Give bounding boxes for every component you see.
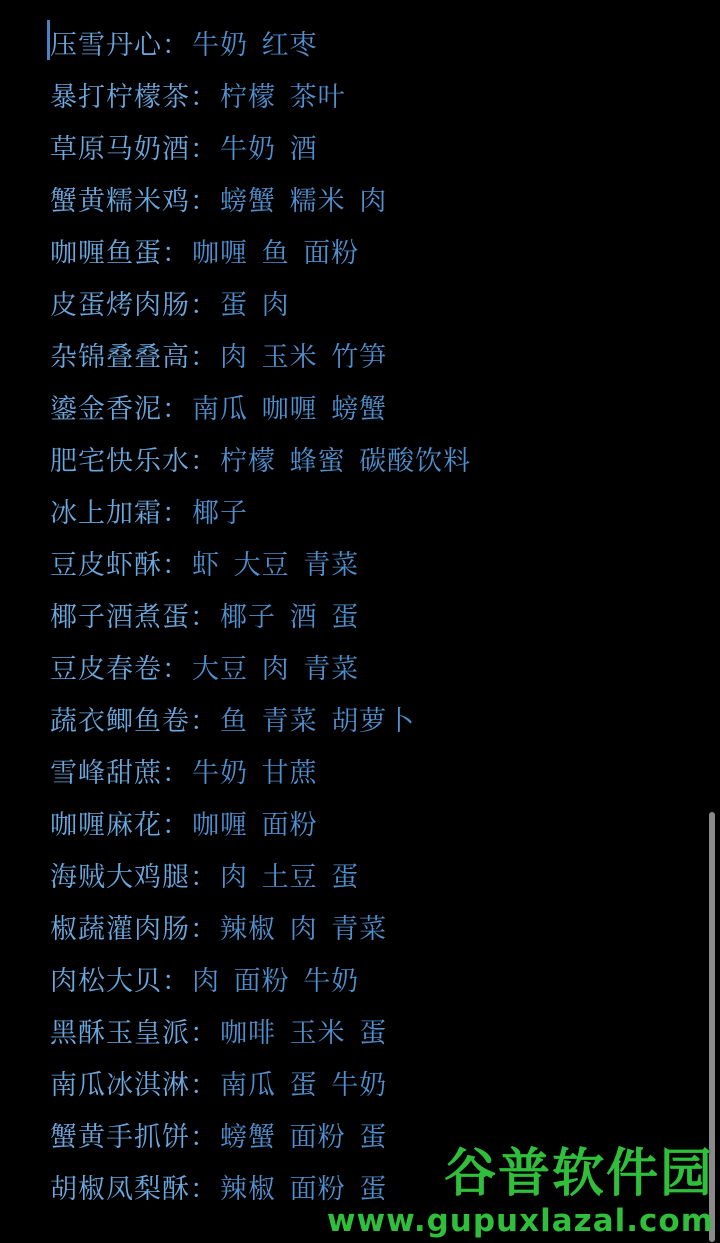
ingredient: 面粉 <box>289 1174 346 1205</box>
dish-name: 杂锦叠叠高 <box>50 342 190 373</box>
dish-name: 暴打柠檬茶 <box>50 82 190 113</box>
list-item[interactable] <box>0 1112 720 1164</box>
watermark-title: 谷普软件园 <box>443 1144 714 1204</box>
ingredient: 糯米 <box>289 186 346 217</box>
ingredient: 蛋 <box>331 602 360 633</box>
separator: ： <box>190 862 218 893</box>
dish-name: 南瓜冰淇淋 <box>50 1070 190 1101</box>
vertical-scrollbar-thumb[interactable] <box>709 812 715 1242</box>
ingredient: 咖啡 <box>220 1018 276 1049</box>
dish-name: 海贼大鸡腿 <box>50 862 190 893</box>
ingredient: 肉 <box>359 186 388 217</box>
ingredient: 柠檬 <box>220 82 276 113</box>
ingredient: 青菜 <box>331 914 388 945</box>
vertical-scrollbar-track[interactable] <box>710 0 718 1243</box>
ingredient: 土豆 <box>261 862 318 893</box>
ingredient: 牛奶 <box>331 1070 388 1101</box>
separator: ： <box>162 498 190 529</box>
dish-name: 皮蛋烤肉肠 <box>50 290 190 321</box>
ingredient: 肉 <box>261 290 290 321</box>
ingredient: 青菜 <box>303 550 360 581</box>
ingredient: 青菜 <box>303 654 360 685</box>
ingredient: 南瓜 <box>192 394 248 425</box>
list-item[interactable] <box>0 436 720 488</box>
ingredient: 蛋 <box>359 1122 388 1153</box>
list-item[interactable] <box>0 748 720 800</box>
list-item[interactable] <box>0 20 720 72</box>
watermark-url: www.gupuxlazal.com <box>326 1203 714 1239</box>
separator: ： <box>190 342 218 373</box>
ingredient: 红枣 <box>261 30 318 61</box>
separator: ： <box>162 550 190 581</box>
list-item[interactable] <box>0 852 720 904</box>
ingredient: 南瓜 <box>220 1070 276 1101</box>
ingredient: 酒 <box>289 602 318 633</box>
list-item[interactable] <box>0 384 720 436</box>
ingredient: 肉 <box>220 862 248 893</box>
dish-name: 压雪丹心 <box>50 30 162 61</box>
list-item[interactable] <box>0 1060 720 1112</box>
ingredient: 牛奶 <box>220 134 276 165</box>
dish-name: 咖喱鱼蛋 <box>50 238 162 269</box>
dish-name: 椰子酒煮蛋 <box>50 602 190 633</box>
list-item[interactable] <box>0 956 720 1008</box>
ingredient: 青菜 <box>261 706 318 737</box>
ingredient: 肉 <box>261 654 290 685</box>
list-item[interactable] <box>0 176 720 228</box>
dish-name: 黑酥玉皇派 <box>50 1018 190 1049</box>
separator: ： <box>190 1174 218 1205</box>
separator: ： <box>162 394 190 425</box>
list-item[interactable] <box>0 72 720 124</box>
separator: ： <box>162 30 190 61</box>
separator: ： <box>190 446 218 477</box>
text-caret <box>47 20 50 60</box>
ingredient: 甘蔗 <box>261 758 318 789</box>
ingredient: 咖喱 <box>192 238 248 269</box>
ingredient: 咖喱 <box>261 394 318 425</box>
separator: ： <box>162 966 190 997</box>
list-item[interactable] <box>0 540 720 592</box>
separator: ： <box>190 82 218 113</box>
ingredient: 咖喱 <box>192 810 248 841</box>
ingredient: 玉米 <box>261 342 318 373</box>
ingredient: 牛奶 <box>303 966 360 997</box>
ingredient: 鱼 <box>261 238 290 269</box>
ingredient: 面粉 <box>303 238 360 269</box>
list-item[interactable] <box>0 800 720 852</box>
separator: ： <box>190 914 218 945</box>
separator: ： <box>190 1122 218 1153</box>
dish-name: 咖喱麻花 <box>50 810 162 841</box>
ingredient: 椰子 <box>220 602 276 633</box>
ingredient: 酒 <box>289 134 318 165</box>
ingredient: 胡萝卜 <box>331 706 416 737</box>
ingredient: 碳酸饮料 <box>359 446 472 477</box>
separator: ： <box>162 758 190 789</box>
list-item[interactable] <box>0 644 720 696</box>
list-item[interactable] <box>0 488 720 540</box>
separator: ： <box>190 290 218 321</box>
ingredient: 虾 <box>192 550 220 581</box>
ingredient: 大豆 <box>233 550 290 581</box>
ingredient: 辣椒 <box>220 1174 276 1205</box>
separator: ： <box>162 654 190 685</box>
dish-name: 豆皮春卷 <box>50 654 162 685</box>
ingredient: 牛奶 <box>192 758 248 789</box>
dish-name: 蟹黄手抓饼 <box>50 1122 190 1153</box>
separator: ： <box>190 602 218 633</box>
ingredient: 茶叶 <box>289 82 346 113</box>
dish-name: 蟹黄糯米鸡 <box>50 186 190 217</box>
separator: ： <box>190 706 218 737</box>
dish-name: 冰上加霜 <box>50 498 162 529</box>
ingredient: 螃蟹 <box>220 186 276 217</box>
ingredient: 辣椒 <box>220 914 276 945</box>
list-item[interactable] <box>0 696 720 748</box>
ingredient: 玉米 <box>289 1018 346 1049</box>
list-item[interactable] <box>0 124 720 176</box>
ingredient: 蛋 <box>289 1070 318 1101</box>
list-item[interactable] <box>0 904 720 956</box>
list-item[interactable] <box>0 1164 720 1216</box>
ingredient: 螃蟹 <box>220 1122 276 1153</box>
dish-name: 草原马奶酒 <box>50 134 190 165</box>
dish-name: 雪峰甜蔗 <box>50 758 162 789</box>
list-item[interactable] <box>0 592 720 644</box>
list-item[interactable] <box>0 332 720 384</box>
separator: ： <box>190 186 218 217</box>
list-item[interactable] <box>0 1008 720 1060</box>
ingredient: 面粉 <box>233 966 290 997</box>
list-item[interactable] <box>0 280 720 332</box>
ingredient: 牛奶 <box>192 30 248 61</box>
dish-name: 鎏金香泥 <box>50 394 162 425</box>
ingredient: 椰子 <box>192 498 248 529</box>
dish-name: 肥宅快乐水 <box>50 446 190 477</box>
ingredient: 面粉 <box>289 1122 346 1153</box>
list-item[interactable] <box>0 228 720 280</box>
ingredient: 鱼 <box>220 706 248 737</box>
dish-name: 椒蔬灌肉肠 <box>50 914 190 945</box>
separator: ： <box>190 134 218 165</box>
dish-name: 豆皮虾酥 <box>50 550 162 581</box>
ingredient: 蛋 <box>220 290 248 321</box>
ingredient: 蛋 <box>359 1018 388 1049</box>
ingredient: 竹笋 <box>331 342 388 373</box>
ingredient: 肉 <box>220 342 248 373</box>
ingredient: 蛋 <box>359 1174 388 1205</box>
separator: ： <box>190 1070 218 1101</box>
ingredient: 蛋 <box>331 862 360 893</box>
ingredient: 柠檬 <box>220 446 276 477</box>
dish-name: 肉松大贝 <box>50 966 162 997</box>
ingredient: 面粉 <box>261 810 318 841</box>
ingredient: 肉 <box>192 966 220 997</box>
ingredient: 大豆 <box>192 654 248 685</box>
ingredient: 蜂蜜 <box>289 446 346 477</box>
separator: ： <box>190 1018 218 1049</box>
ingredient: 螃蟹 <box>331 394 388 425</box>
separator: ： <box>162 238 190 269</box>
dish-name: 蔬衣鲫鱼卷 <box>50 706 190 737</box>
separator: ： <box>162 810 190 841</box>
dish-name: 胡椒凤梨酥 <box>50 1174 190 1205</box>
ingredient: 肉 <box>289 914 318 945</box>
